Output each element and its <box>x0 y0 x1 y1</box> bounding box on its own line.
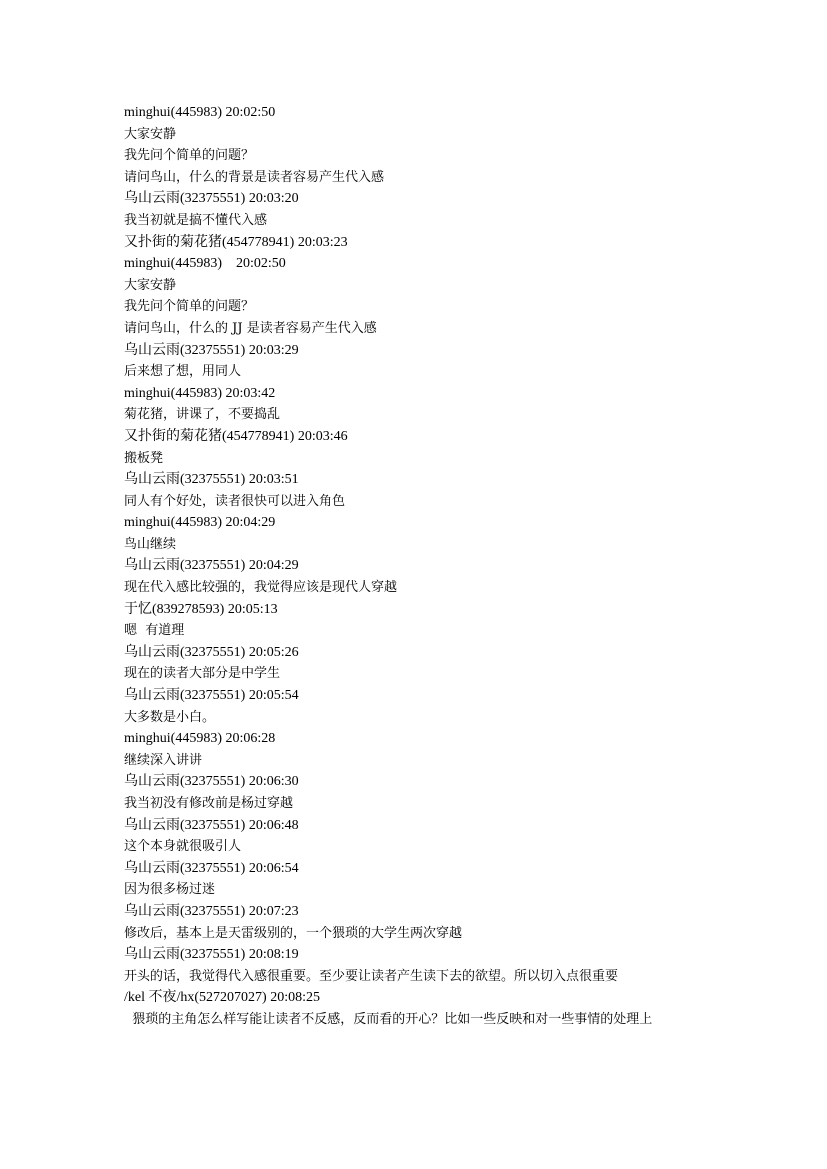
message-header: 又扑街的菊花猪(454778941) 20:03:23 <box>124 234 348 250</box>
message-header: minghui(445983) 20:04:29 <box>124 515 276 531</box>
message-text: 大多数是小白。 <box>124 709 216 725</box>
message-text: 大家安静 <box>124 126 177 142</box>
chat-log <box>124 102 714 1031</box>
message-text: 请问鸟山，什么的背景是读者容易产生代入感 <box>124 169 385 185</box>
message-header: 乌山云雨(32375551) 20:03:51 <box>124 472 299 488</box>
message-text: 我先问个简单的问题？ <box>124 148 255 164</box>
message-text: 我当初没有修改前是杨过穿越 <box>124 796 294 811</box>
message-header: minghui(445983) 20:06:28 <box>124 731 276 747</box>
message-header: minghui(445983) 20:02:50 <box>124 256 286 272</box>
message-header: 于忆(839278593) 20:05:13 <box>124 601 278 617</box>
message-header: 又扑街的菊花猪(454778941) 20:03:46 <box>124 428 348 444</box>
message-header: 乌山云雨(32375551) 20:07:23 <box>124 903 299 919</box>
message-text: 现在的读者大部分是中学生 <box>124 666 281 682</box>
message-header: minghui(445983) 20:02:50 <box>124 105 276 120</box>
message-header: 乌山云雨(32375551) 20:04:29 <box>124 558 299 574</box>
message-header: 乌山云雨(32375551) 20:05:26 <box>124 644 299 660</box>
message-text: 后来想了想，用同人 <box>124 364 242 380</box>
message-text: 现在代入感比较强的，我觉得应该是现代人穿越 <box>124 580 398 596</box>
message-text: 鸟山继续 <box>124 536 177 552</box>
message-text: 开头的话，我觉得代入感很重要。至少要让读者产生读下去的欲望。所以切入点很重要 <box>124 968 619 984</box>
message-text: 嗯 有道理 <box>124 623 185 639</box>
message-text: 搬板凳 <box>124 450 164 466</box>
message-text: 继续深入讲讲 <box>124 752 203 768</box>
message-header: 乌山云雨(32375551) 20:05:54 <box>124 688 299 704</box>
message-header: /kel 不夜/hx(527207027) 20:08:25 <box>124 990 320 1006</box>
message-text: 修改后，基本上是天雷级别的，一个猥琐的大学生两次穿越 <box>124 925 463 941</box>
message-text: 我先问个简单的问题？ <box>124 299 255 315</box>
message-text: 同人有个好处，读者很快可以进入角色 <box>124 493 346 509</box>
message-text: 请问鸟山，什么的 JJ 是读者容易产生代入感 <box>124 320 377 336</box>
message-text: 猥琐的主角怎么样写能让读者不反感，反而看的开心？比如一些反映和对一些事情的处理上 <box>124 1011 653 1027</box>
message-text: 大家安静 <box>124 277 177 293</box>
message-text: 我当初就是搞不懂代入感 <box>124 212 268 228</box>
message-header: 乌山云雨(32375551) 20:03:29 <box>124 342 299 358</box>
message-header: 乌山云雨(32375551) 20:06:54 <box>124 860 299 876</box>
message-header: 乌山云雨(32375551) 20:06:48 <box>124 817 299 833</box>
message-header: 乌山云雨(32375551) 20:03:20 <box>124 191 299 207</box>
message-text: 菊花猪，讲课了，不要捣乱 <box>124 407 281 423</box>
message-header: minghui(445983) 20:03:42 <box>124 385 276 401</box>
message-header: 乌山云雨(32375551) 20:08:19 <box>124 947 299 963</box>
message-header: 乌山云雨(32375551) 20:06:30 <box>124 774 299 790</box>
message-text: 这个本身就很吸引人 <box>124 839 242 855</box>
message-text: 因为很多杨过迷 <box>124 882 216 898</box>
